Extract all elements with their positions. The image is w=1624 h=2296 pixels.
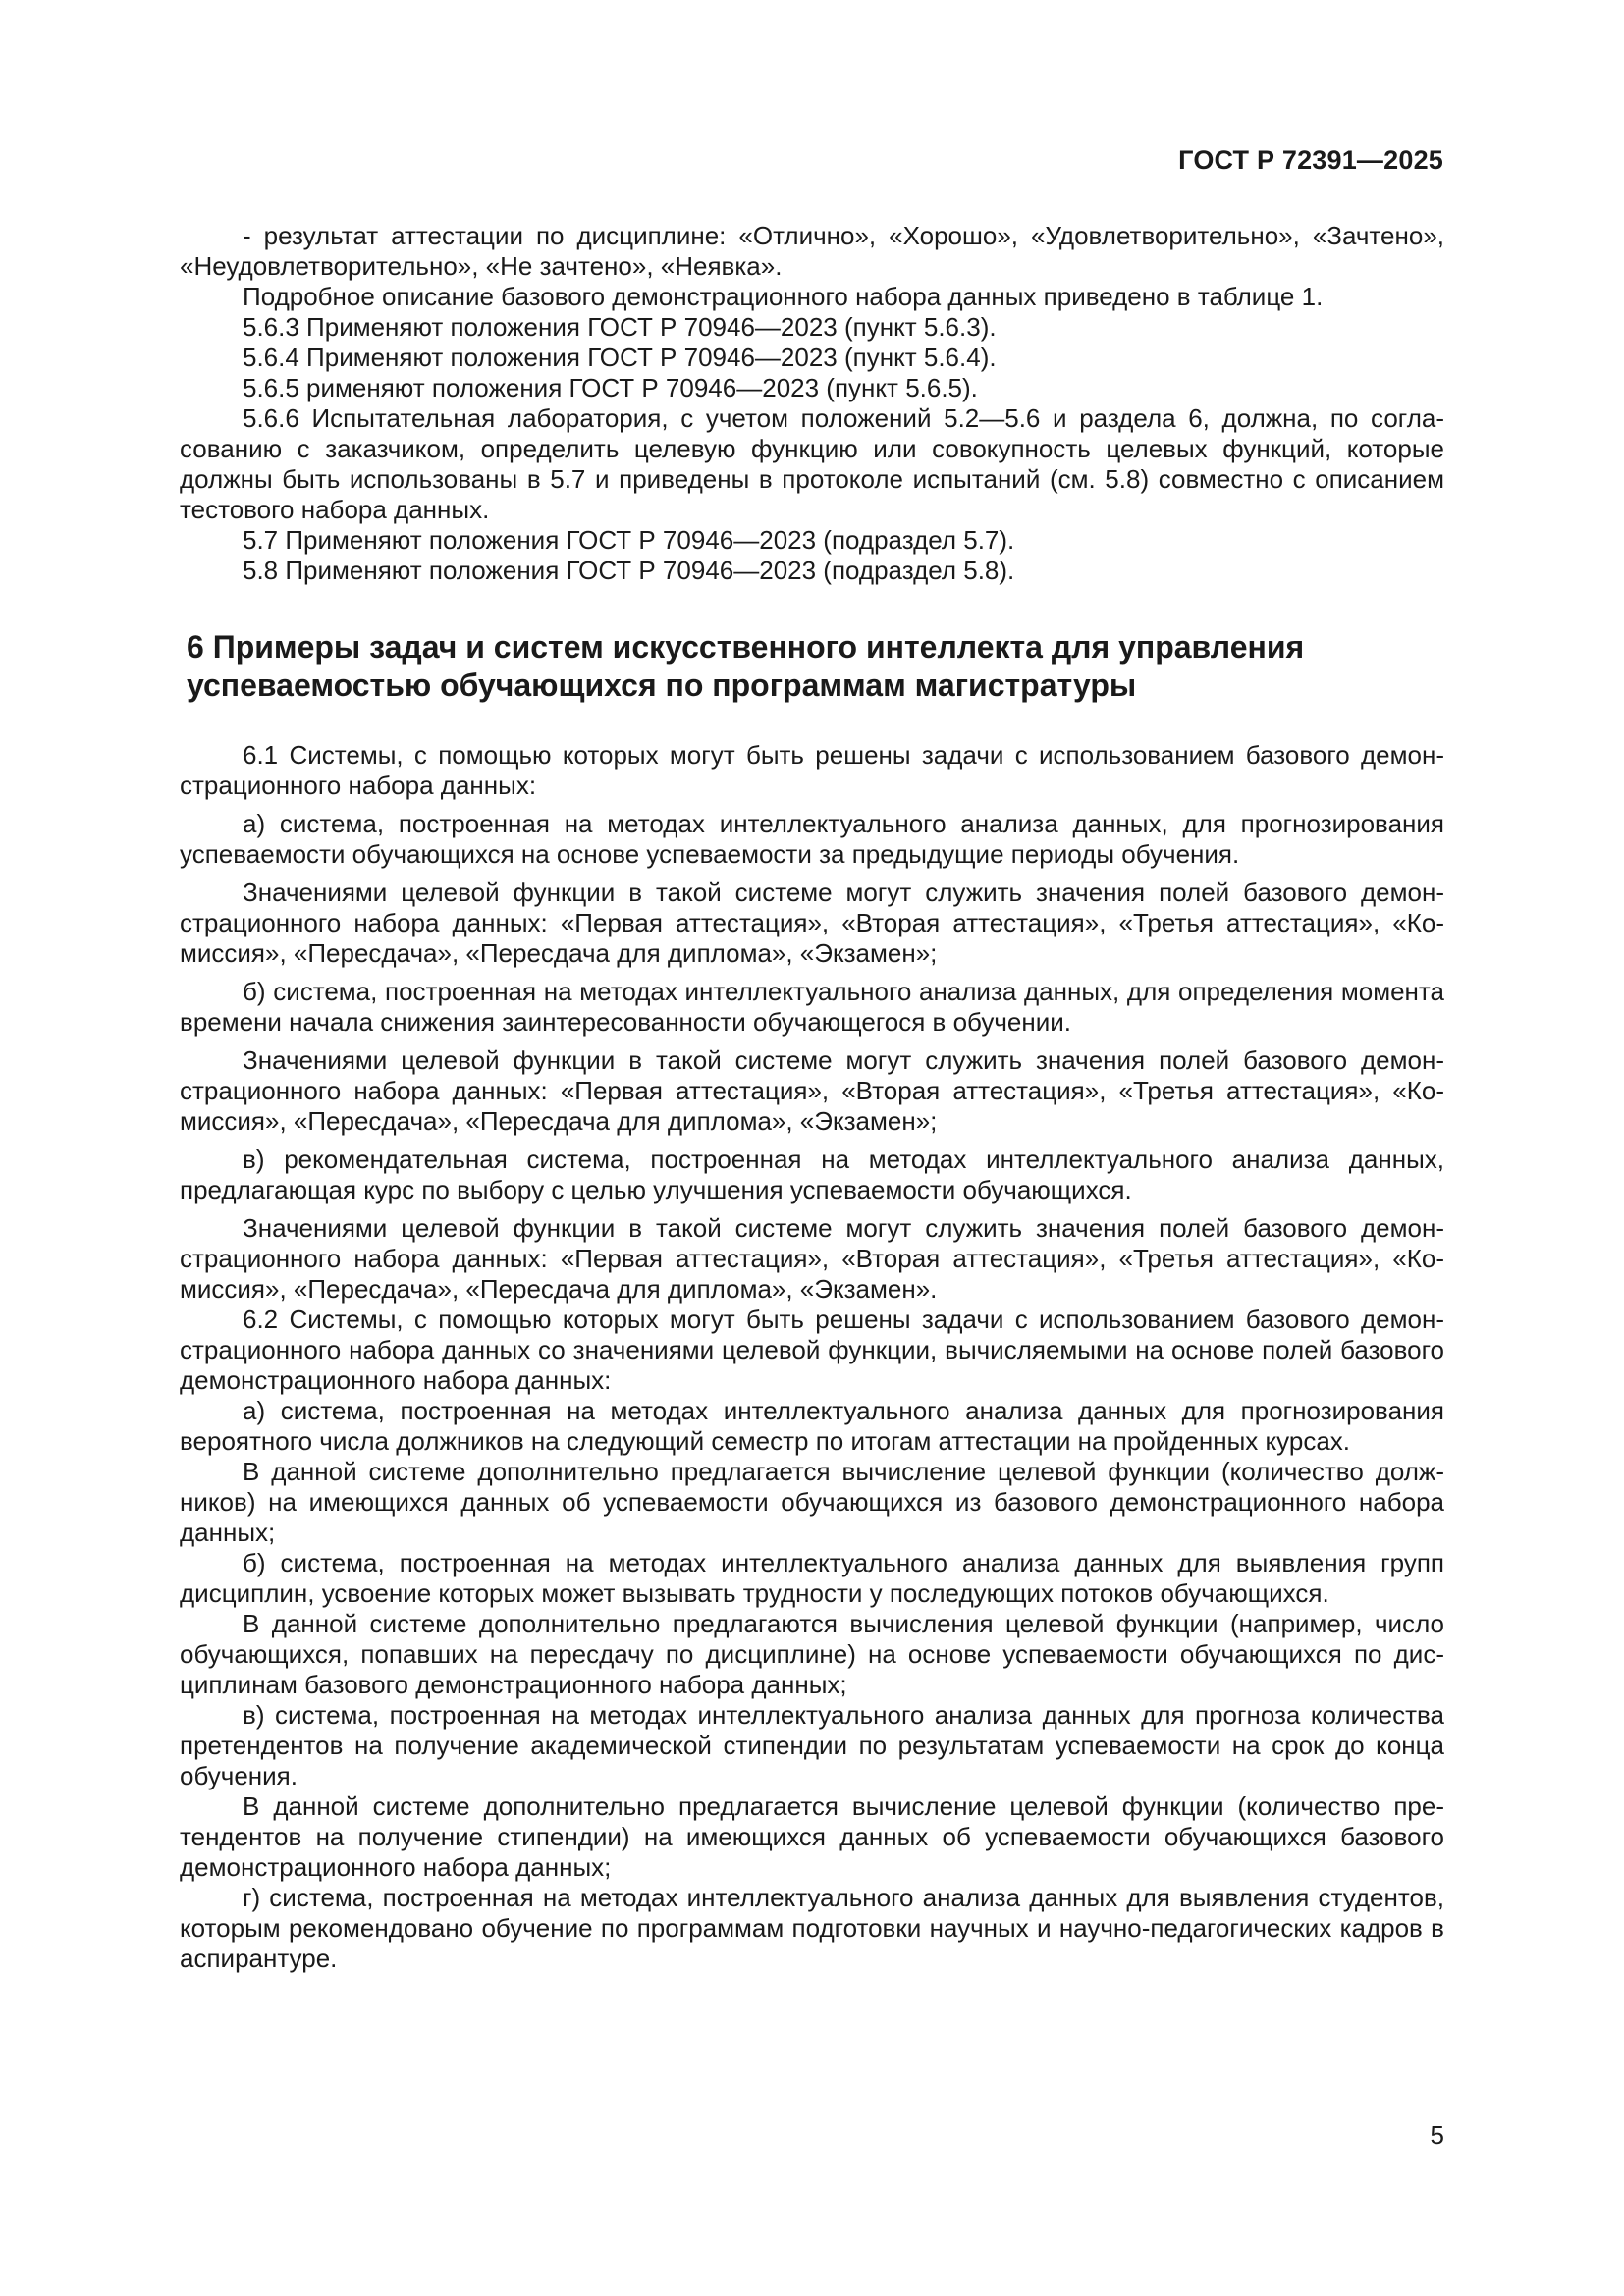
paragraph-6-1-b-target: Значениями целевой функции в такой системе могут служить значения полей базового демонстрационного набора данных: «Первая аттестация», «Вторая аттестация», «Третья аттестация», «Комиссия», «Пересдача», «Пересдача для диплома», «Экзамен»; [180,1045,1444,1136]
paragraph-6-2-a: а) система, построенная на методах интеллектуального анализа данных для прогнозирования вероятного числа должников на следующий семестр по итогам аттестации на пройденных курсах. [180,1396,1444,1456]
paragraph-6-2-a-calc: В данной системе дополнительно предлагается вычисление целевой функции (количество должников) на имеющихся данных об успеваемости обучающихся из базового демонстрационного набора данных; [180,1457,1444,1547]
paragraph-5-6-3: 5.6.3 Применяют положения ГОСТ Р 70946—2023 (пункт 5.6.3). [243,312,997,342]
paragraph-5-6-5: 5.6.5 рименяют положения ГОСТ Р 70946—2023 (пункт 5.6.5). [243,373,978,402]
section-6-title [180,628,1444,705]
paragraph-6-2-g: г) система, построенная на методах интеллектуального анализа данных для выявления студентов, которым рекомендовано обучение по программам подготовки научных и научно-педагогических кадров в аспирантуре. [180,1883,1444,1973]
paragraph-dataset-description: Подробное описание базового демонстрационного набора данных приведено в таблице 1. [243,282,1324,311]
paragraph-6-2: 6.2 Системы, с помощью которых могут быть решены задачи с использованием базового демонстрационного набора данных со значениями целевой функции, вычисляемыми на основе полей базового демонстрационного набора данных: [180,1305,1444,1395]
paragraph-6-2-v: в) система, построенная на методах интеллектуального анализа данных для прогноза количества претендентов на получение академической стипендии по результатам успеваемости на срок до конца обучения. [180,1700,1444,1790]
paragraph-6-1-a-target: Значениями целевой функции в такой системе могут служить значения полей базового демонстрационного набора данных: «Первая аттестация», «Вторая аттестация», «Третья аттестация», «Комиссия», «Пересдача», «Пересдача для диплома», «Экзамен»; [180,878,1444,968]
paragraph-6-2-b: б) система, построенная на методах интеллектуального анализа данных для выявления групп дисциплин, усвоение которых может вызывать трудности у последующих потоков обучающихся. [180,1548,1444,1608]
paragraph-5-6-4: 5.6.4 Применяют положения ГОСТ Р 70946—2023 (пункт 5.6.4). [243,343,997,372]
paragraph-6-2-v-calc: В данной системе дополнительно предлагается вычисление целевой функции (количество претендентов на получение стипендии) на имеющихся данных об успеваемости обучающихся базового демонстрационного набора данных; [180,1791,1444,1882]
paragraph-6-2-b-calc: В данной системе дополнительно предлагаются вычисления целевой функции (например, число обучающихся, попавших на пересдачу по дисциплине) на основе успеваемости обучающихся по дисциплинам базового демонстрационного набора данных; [180,1609,1444,1699]
document-header-id: ГОСТ Р 72391—2025 [1178,145,1443,175]
paragraph-6-1-v: в) рекомендательная система, построенная на методах интеллектуального анализа данных, предлагающая курс по выбору с целью улучшения успеваемости обучающихся. [180,1145,1444,1204]
section-6-title-line-1: 6 Примеры задач и систем искусственного интеллекта для управления [187,629,1305,665]
paragraph-5-8: 5.8 Применяют положения ГОСТ Р 70946—2023 (подраздел 5.8). [243,556,1015,585]
paragraph-attestation-results: - результат аттестации по дисциплине: «Отлично», «Хорошо», «Удовлетворительно», «Зачтено», «Неудовлетворительно», «Не зачтено», «Неявка». [180,221,1444,281]
paragraph-6-1-a: а) система, построенная на методах интеллектуального анализа данных, для прогнозирования успеваемости обучающихся на основе успеваемости за предыдущие периоды обучения. [180,809,1444,869]
document-body [180,221,1444,1974]
paragraph-6-1-v-target: Значениями целевой функции в такой системе могут служить значения полей базового демонстрационного набора данных: «Первая аттестация», «Вторая аттестация», «Третья аттестация», «Комиссия», «Пересдача», «Пересдача для диплома», «Экзамен». [180,1213,1444,1304]
page-number: 5 [1430,2120,1444,2150]
paragraph-5-6-6: 5.6.6 Испытательная лаборатория, с учетом положений 5.2—5.6 и раздела 6, должна, по согласованию с заказчиком, определить целевую функцию или совокупность целевых функций, которые должны быть использованы в 5.7 и приведены в протоколе испытаний (см. 5.8) совместно с описанием тестового набора данных. [180,403,1444,524]
paragraph-6-1-b: б) система, построенная на методах интеллектуального анализа данных, для определения момента времени начала снижения заинтересованности обучающегося в обучении. [180,977,1444,1037]
paragraph-6-1: 6.1 Системы, с помощью которых могут быть решены задачи с использованием базового демонстрационного набора данных: [180,740,1444,800]
paragraph-5-7: 5.7 Применяют положения ГОСТ Р 70946—2023 (подраздел 5.7). [243,525,1015,555]
section-6-title-line-2: успеваемостью обучающихся по программам магистратуры [187,667,1137,703]
